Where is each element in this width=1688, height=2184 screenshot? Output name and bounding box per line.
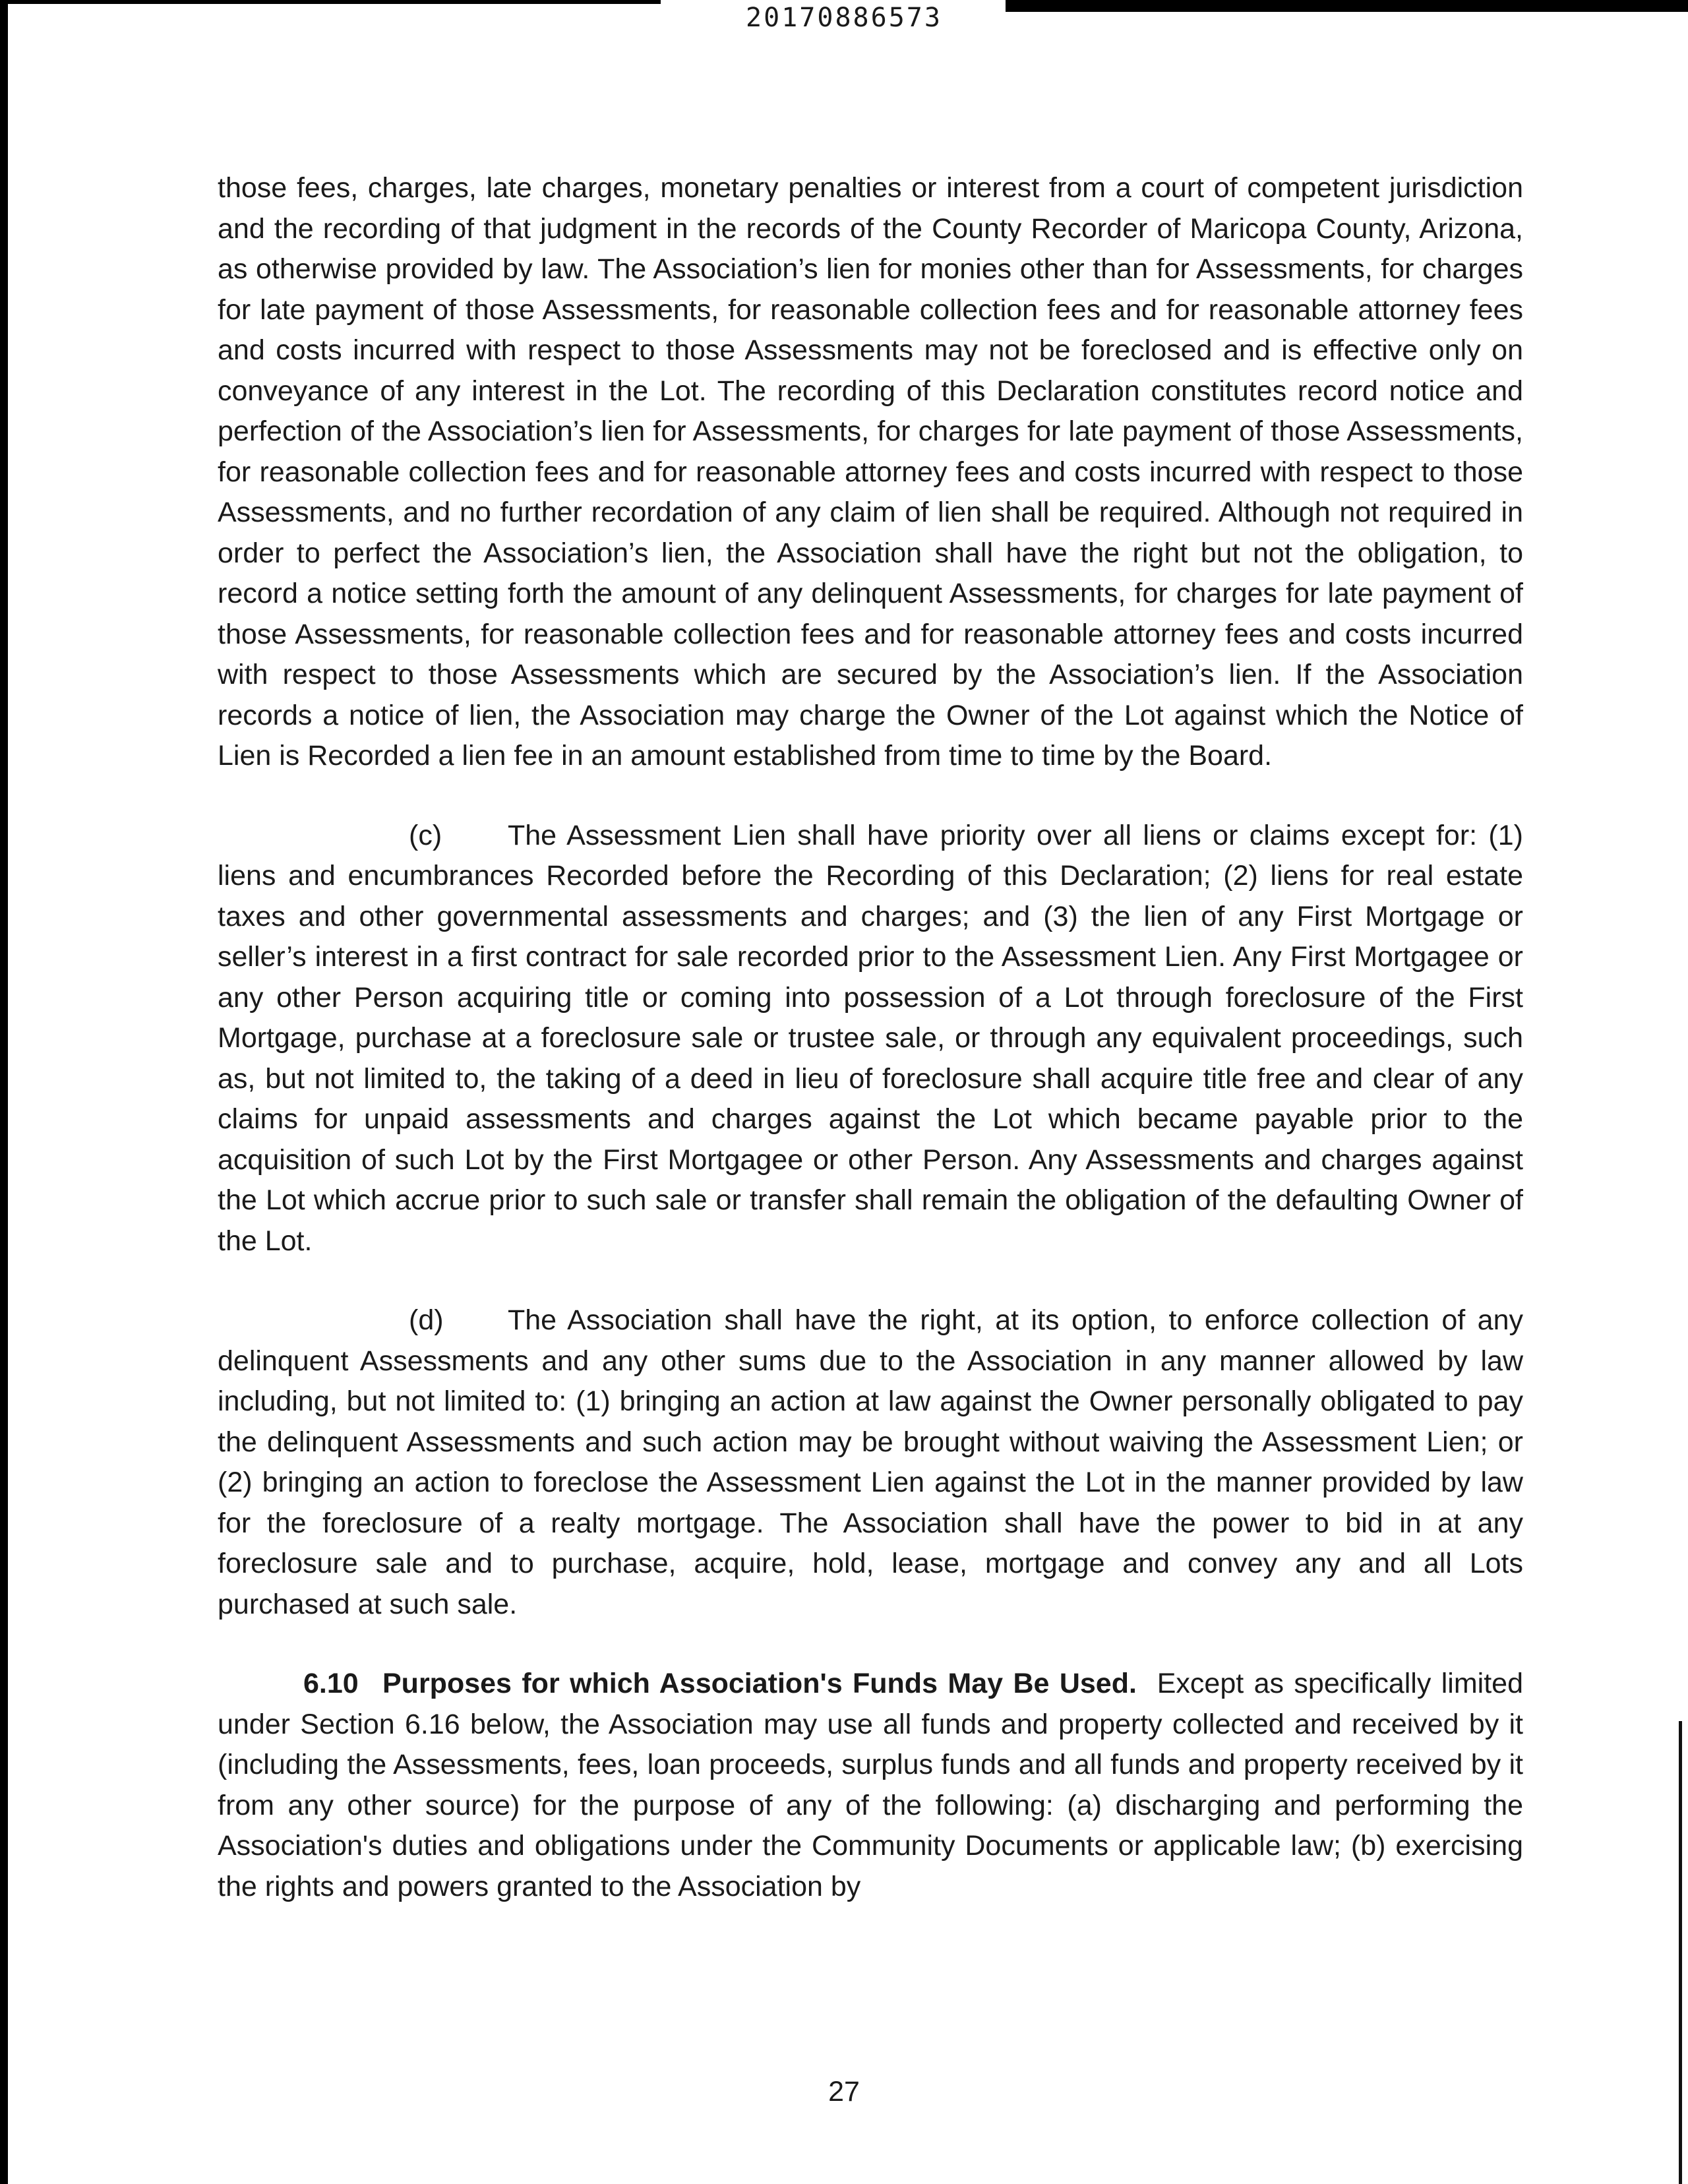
section-6-10: [218, 1664, 1523, 1907]
section-6-10-number: 6.10: [303, 1668, 359, 1699]
scan-edge-right-mark: [1679, 1721, 1682, 2184]
subsection-d-text: The Association shall have the right, at its option, to enforce collection of any delinquent Assessments and any other sums due to the Association in any manner allowed by law including, but not limited to: (1) bringing an action at law against the Owner personally obligated to pay the delinquent Assessments and such action may be brought without waiving the Assessment Lien; or (2) bringing an action to foreclose the Assessment Lien against the Lot in the manner provided by law for the foreclosure of a realty mortgage. The Association shall have the power to bid in at any foreclosure sale and to purchase, acquire, hold, lease, mortgage and convey any and all Lots purchased at such sale.: [218, 1304, 1523, 1620]
page-number: 27: [828, 2076, 860, 2108]
subsection-c-label: (c): [409, 819, 442, 851]
scan-edge-left: [0, 0, 8, 2184]
subsection-c: [218, 816, 1523, 1262]
section-6-10-title: Purposes for which Association's Funds May Be Used.: [382, 1668, 1137, 1699]
subsection-d-label: (d): [409, 1304, 444, 1336]
document-body: [218, 168, 1523, 1907]
section-6-10-text: Except as specifically limited under Section 6.16 below, the Association may use all funds and property collected and received by it (including the Assessments, fees, loan proceeds, surplus funds and all funds and property received by it from any other source) for the purpose of any of the following: (a) discharging and performing the Association's duties and obligations under the Community Documents or applicable law; (b) exercising the rights and powers granted to the Association by: [218, 1668, 1523, 1902]
subsection-c-text: The Assessment Lien shall have priority over all liens or claims except for: (1) liens and encumbrances Recorded before the Recording of this Declaration; (2) liens for real estate taxes and other governmental assessments and charges; and (3) the lien of any First Mortgage or seller’s interest in a first contract for sale recorded prior to the Assessment Lien. Any First Mortgagee or any other Person acquiring title or coming into possession of a Lot through foreclosure of the First Mortgage, purchase at a foreclosure sale or trustee sale, or through any equivalent proceedings, such as, but not limited to, the taking of a deed in lieu of foreclosure shall acquire title free and clear of any claims for unpaid assessments and charges against the Lot which became payable prior to the acquisition of such Lot by the First Mortgagee or other Person. Any Assessments and charges against the Lot which accrue prior to such sale or transfer shall remain the obligation of the defaulting Owner of the Lot.: [218, 819, 1523, 1257]
recording-number: 20170886573: [746, 3, 942, 33]
subsection-d: [218, 1300, 1523, 1625]
paragraph-lien-continuation: those fees, charges, late charges, monetary penalties or interest from a court of competent jurisdiction and the recording of that judgment in the records of the County Recorder of Maricopa County, Arizona, as otherwise provided by law. The Association’s lien for monies other than for Assessments, for charges for late payment of those Assessments, for reasonable collection fees and for reasonable attorney fees and costs incurred with respect to those Assessments may not be foreclosed and is effective only on conveyance of any interest in the Lot. The recording of this Declaration constitutes record notice and perfection of the Association’s lien for Assessments, for charges for late payment of those Assessments, for reasonable collection fees and for reasonable attorney fees and costs incurred with respect to those Assessments, and no further recordation of any claim of lien shall be required. Although not required in order to perfect the Association’s lien, the Association shall have the right but not the obligation, to record a notice setting forth the amount of any delinquent Assessments, for charges for late payment of those Assessments, for reasonable collection fees and for reasonable attorney fees and costs incurred with respect to those Assessments which are secured by the Association’s lien. If the Association records a notice of lien, the Association may charge the Owner of the Lot against which the Notice of Lien is Recorded a lien fee in an amount established from time to time by the Board.: [218, 172, 1523, 772]
